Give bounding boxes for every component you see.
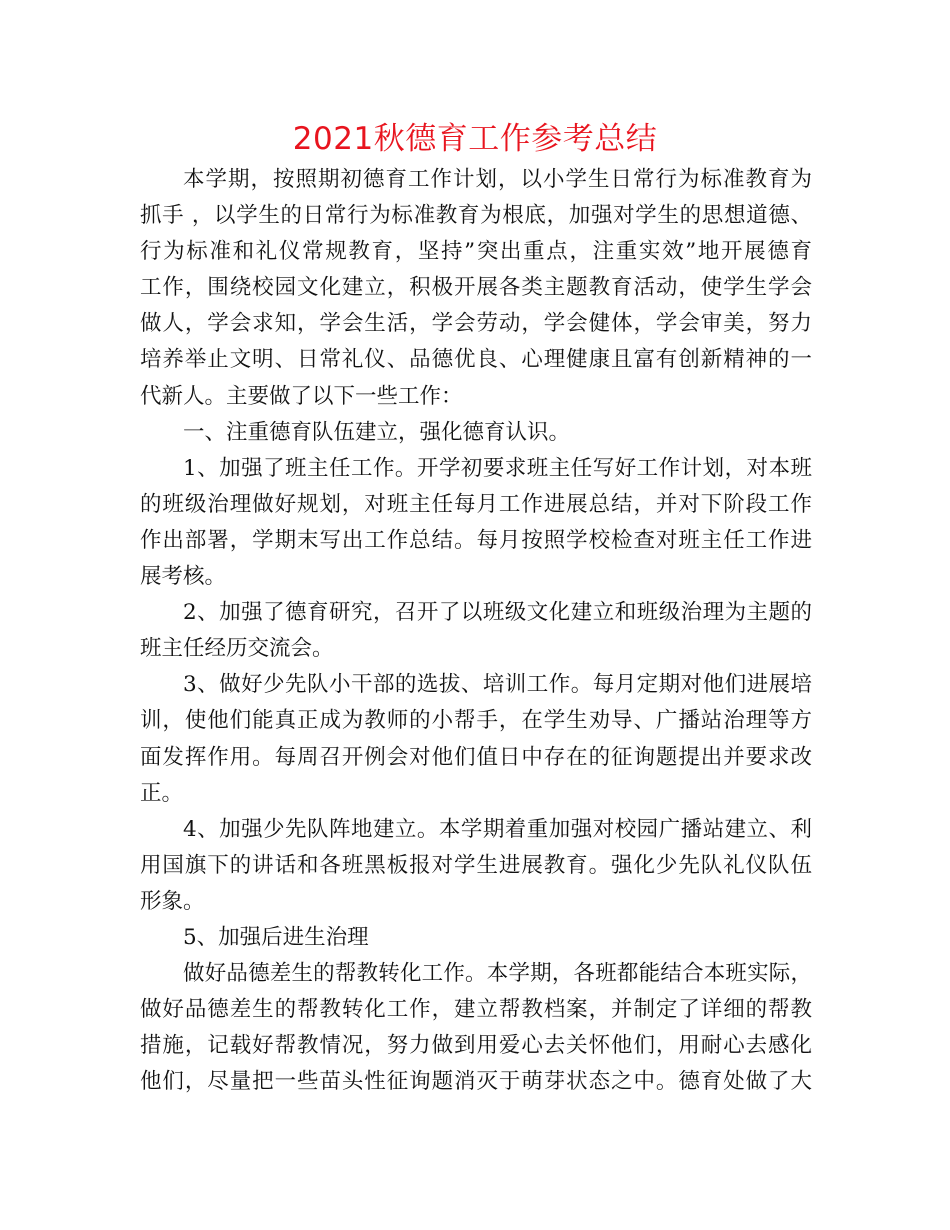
body-line: 一、注重德育队伍建立，强化德育认识。 (183, 419, 571, 445)
body-line: 4、加强少先队阵地建立。本学期着重加强对校园广播站建立、利 (183, 816, 812, 842)
body-line: 抓手 ，以学生的日常行为标准教育为根底，加强对学生的思想道德、 (140, 203, 812, 229)
body-line: 5、加强后进生治理 (183, 924, 369, 950)
document-body (140, 162, 812, 1100)
body-line: 措施，记载好帮教情况，努力做到用爱心去关怀他们，用耐心去感化 (140, 1033, 812, 1059)
document-title: 2021秋德育工作参考总结 (292, 121, 658, 157)
body-line: 2、加强了德育研究，召开了以班级文化建立和班级治理为主题的 (183, 600, 812, 626)
body-line: 训，使他们能真正成为教师的小帮手，在学生劝导、广播站治理等方 (140, 708, 812, 734)
body-line: 正。 (140, 780, 184, 806)
body-line: 作出部署，学期末写出工作总结。每月按照学校检查对班主任工作进 (140, 527, 812, 553)
body-line: 做人，学会求知，学会生活，学会劳动，学会健体，学会审美，努力 (140, 311, 812, 337)
body-line: 的班级治理做好规划，对班主任每月工作进展总结，并对下阶段工作 (140, 491, 812, 517)
body-line: 用国旗下的讲话和各班黑板报对学生进展教育。强化少先队礼仪队伍 (140, 852, 812, 878)
body-line: 3、做好少先队小干部的选拔、培训工作。每月定期对他们进展培 (183, 672, 812, 698)
body-line: 做好品德差生的帮教转化工作，建立帮教档案，并制定了详细的帮教 (140, 997, 812, 1023)
body-line: 班主任经历交流会。 (140, 636, 334, 662)
body-line: 培养举止文明、日常礼仪、品德优良、心理健康且富有创新精神的一 (140, 347, 812, 373)
body-line: 他们，尽量把一些苗头性征询题消灭于萌芽状态之中。德育处做了大 (140, 1069, 812, 1095)
body-line: 本学期，按照期初德育工作计划，以小学生日常行为标准教育为 (183, 167, 812, 192)
body-line: 面发挥作用。每周召开例会对他们值日中存在的征询题提出并要求改 (140, 744, 812, 770)
body-line: 代新人。主要做了以下一些工作： (140, 383, 463, 409)
body-line: 工作，围绕校园文化建立，积极开展各类主题教育活动，使学生学会 (140, 275, 812, 301)
body-line: 展考核。 (140, 564, 227, 590)
body-line: 行为标准和礼仪常规教育，坚持”突出重点，注重实效”地开展德育 (140, 239, 812, 265)
body-line: 做好品德差生的帮教转化工作。本学期，各班都能结合本班实际， (183, 961, 812, 987)
body-line: 1、加强了班主任工作。开学初要求班主任写好工作计划，对本班 (183, 455, 812, 481)
body-line: 形象。 (140, 888, 205, 914)
